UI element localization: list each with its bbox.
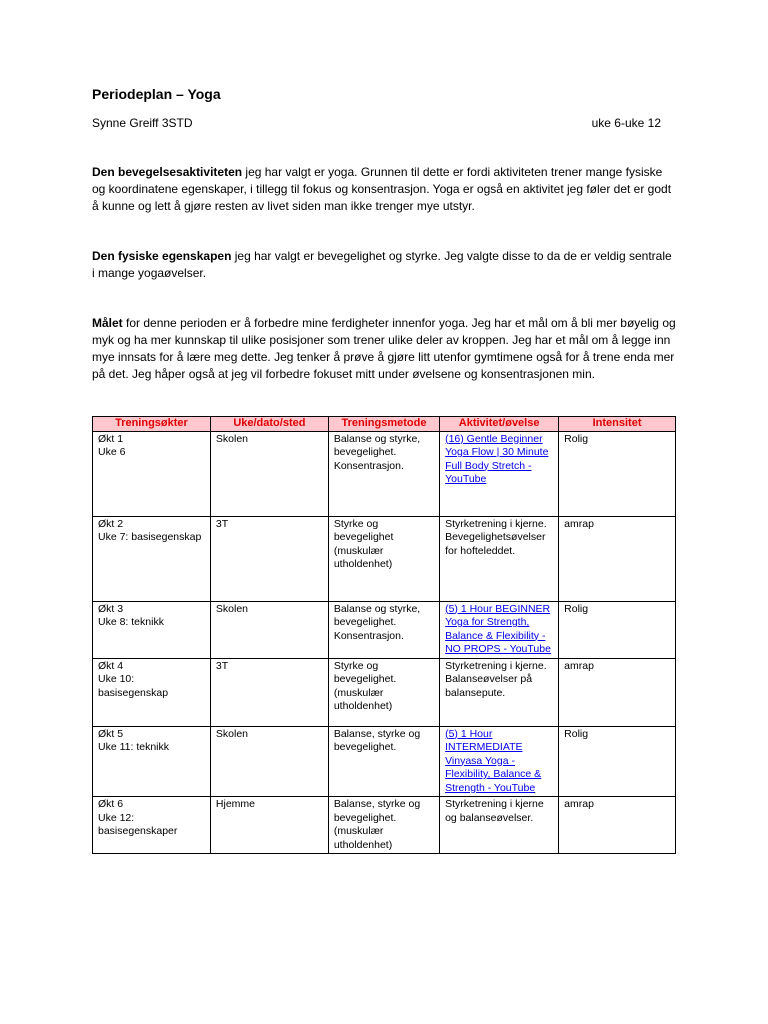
method-text: Styrke og bevegelighet. (muskulær utholdenhet) — [333, 659, 397, 712]
intensity-text: Rolig — [564, 432, 589, 445]
activity-cell — [440, 516, 559, 601]
method-text: Balanse, styrke og bevegelighet. — [333, 727, 421, 753]
activity-video-link[interactable]: (16) Gentle Beginner Yoga Flow | 30 Minute Full Body Stretch - YouTube — [445, 432, 549, 485]
table-row — [93, 726, 676, 797]
activity-text: Styrketrening i kjerne. Bevegelighetsøvelser for hofteleddet. — [445, 517, 547, 557]
goal-text: for denne perioden er å forbedre mine ferdigheter innenfor yoga. Jeg har et mål om å bli mer bøyelig og myk og ha mer kunnskap til ulike posisjoner som trener ulike deler av kroppen. Jeg har et mål om å legge inn mye innsats for å lære meg dette. Jeg tenker å prøve å gjøre litt utenfor gymtimene også for å trene enda mer på det. Jeg håper også at jeg vil forbedre fokuset mitt under øvelsene og konsentrasjonen min. — [92, 316, 676, 381]
method-cell — [328, 658, 439, 726]
activity-text: jeg har valgt er yoga. Grunnen til dette er fordi aktiviteten trener mange fysiske og koordinatene egenskaper, i tillegg til fokus og konsentrasjon. Yoga er også en aktivitet jeg føler det er godt å kunne og lett å gjøre resten av livet siden man ikke trenger mye utstyr. — [92, 165, 672, 213]
session-text: Økt 6 Uke 12: basisegenskaper — [98, 798, 178, 837]
session-text: Økt 5 Uke 11: teknikk — [98, 727, 170, 753]
intensity-cell — [559, 601, 676, 658]
ability-text: jeg har valgt er bevegelighet og styrke. Jeg valgte disse to da de er veldig sentrale i mange yogaøvelser. — [92, 249, 672, 280]
method-text: Styrke og bevegelighet (muskulær utholdenhet) — [333, 517, 394, 570]
location-text: 3T — [215, 517, 229, 530]
intensity-text: amrap — [564, 798, 594, 810]
activity-heading: Den bevegelsesaktiviteten — [92, 165, 243, 179]
intensity-cell — [559, 658, 676, 726]
activity-paragraph — [92, 164, 676, 215]
table-header-row — [93, 417, 676, 432]
session-text: Økt 3 Uke 8: teknikk — [98, 602, 164, 628]
header-uke-dato-sted: Uke/dato/sted — [210, 417, 328, 432]
method-cell — [328, 797, 439, 854]
activity-cell — [440, 658, 559, 726]
table-row — [93, 658, 676, 726]
period-weeks: uke 6-uke 12 — [591, 116, 661, 130]
table-row — [93, 516, 676, 601]
table-row — [93, 601, 676, 658]
ability-paragraph — [92, 248, 676, 282]
method-cell — [328, 726, 439, 797]
session-cell — [93, 797, 211, 854]
location-text: Skolen — [215, 432, 249, 445]
session-text: Økt 4 Uke 10: basisegenskap — [98, 659, 169, 699]
header-intensitet: Intensitet — [559, 417, 676, 432]
location-cell — [210, 726, 328, 797]
method-text: Balanse, styrke og bevegelighet. (muskulær utholdenhet) — [333, 798, 421, 851]
goal-paragraph — [92, 315, 676, 383]
activity-cell — [440, 726, 559, 797]
table-row — [93, 797, 676, 854]
method-cell — [328, 431, 439, 516]
activity-cell — [440, 431, 559, 516]
header-treningsokter: Treningsøkter — [93, 417, 211, 432]
goal-heading: Målet — [92, 316, 123, 330]
location-cell — [210, 658, 328, 726]
header-treningsmetode: Treningsmetode — [328, 417, 439, 432]
activity-cell — [440, 601, 559, 658]
intensity-cell — [559, 516, 676, 601]
table-row — [93, 431, 676, 516]
author-line: Synne Greiff 3STD — [92, 116, 193, 130]
location-text: Skolen — [215, 727, 249, 740]
method-text: Balanse og styrke, bevegelighet. Konsentrasjon. — [333, 602, 421, 642]
intensity-text: Rolig — [564, 727, 589, 740]
location-text: Hjemme — [215, 798, 256, 810]
location-cell — [210, 601, 328, 658]
session-cell — [93, 658, 211, 726]
location-cell — [210, 516, 328, 601]
session-text: Økt 1 Uke 6 — [98, 432, 126, 458]
intensity-cell — [559, 431, 676, 516]
session-cell — [93, 601, 211, 658]
activity-video-link[interactable]: (5) 1 Hour INTERMEDIATE Vinyasa Yoga - Flexibility, Balance & Strength - YouTube — [445, 727, 542, 794]
location-text: Skolen — [215, 602, 249, 615]
intensity-text: Rolig — [564, 602, 589, 615]
activity-video-link[interactable]: (5) 1 Hour BEGINNER Yoga for Strength, Balance & Flexibility - NO PROPS - YouTube — [445, 602, 551, 655]
activity-text: Styrketrening i kjerne og balanseøvelser. — [445, 798, 544, 824]
session-text: Økt 2 Uke 7: basisegenskap — [98, 517, 202, 543]
session-cell — [93, 516, 211, 601]
activity-cell — [440, 797, 559, 854]
method-cell — [328, 516, 439, 601]
method-cell — [328, 601, 439, 658]
location-cell — [210, 431, 328, 516]
method-text: Balanse og styrke, bevegelighet. Konsentrasjon. — [333, 432, 421, 472]
activity-text: Styrketrening i kjerne. Balanseøvelser på balansepute. — [445, 659, 547, 699]
intensity-text: amrap — [564, 659, 594, 672]
session-cell — [93, 431, 211, 516]
location-text: 3T — [215, 659, 229, 672]
intensity-text: amrap — [564, 517, 594, 530]
intensity-cell — [559, 797, 676, 854]
ability-heading: Den fysiske egenskapen — [92, 249, 232, 263]
intensity-cell — [559, 726, 676, 797]
location-cell — [210, 797, 328, 854]
page-title: Periodeplan – Yoga — [92, 86, 221, 102]
session-cell — [93, 726, 211, 797]
header-aktivitet-ovelse: Aktivitet/øvelse — [440, 417, 559, 432]
training-plan-table — [92, 416, 676, 854]
